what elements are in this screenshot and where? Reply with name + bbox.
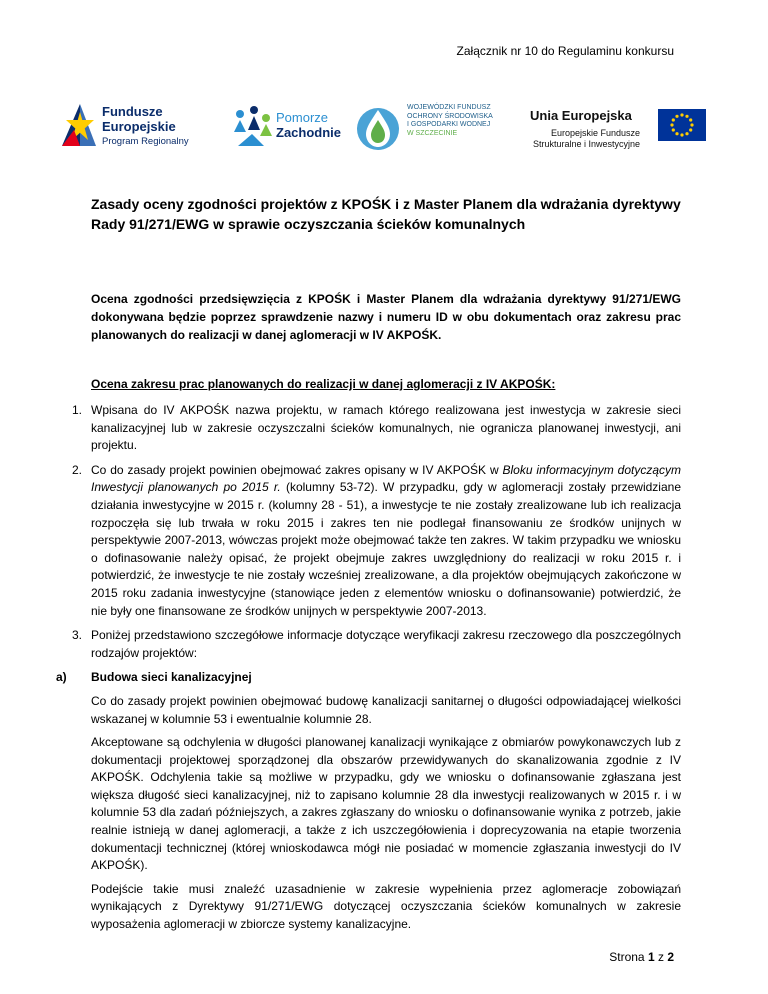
pomorze-figures-icon [230,102,274,152]
list-item: 3. Poniżej przedstawiono szczegółowe informacje dotyczące weryfikacji zakresu rzeczowego dla poszczególnych rodzajów projektów: [71,628,681,660]
unia-europejska-logo: Unia Europejska Europejskie Fundusze Strukturalne i Inwestycyjne [530,98,710,158]
logo-bar [60,98,710,158]
list-item: 2. Co do zasady projekt powinien obejmować zakres opisany w IV AKPOŚK w Bloku informacyjnym dotyczącym Inwestycji planowanych po 2015 r. (kolumny 53-72). W przypadku, gdy w aglomeracji zostały przewidziane działania inwestycyjne w 2015 r. (kolumny 28 - 51), a inwestycje te nie zostały zrealizowane lub ich realizacja rozpoczęła się lub trwała w roku 2015 i zakres ten nie podlegał finansowaniu ze środków unijnych w perspektywie 2007-2013, wówczas projekt może obejmować także ten zakres. W takim przypadku we wniosku o dofinasowanie należy opisać, że projekt obejmuje zakres uwzględniony do realizacji w roku 2015 r. i potwierdzić, że inwestycje te nie zostały wcześniej zrealizowane, a dla projektów obejmujących zakończone w 2015 roku zadania inwestycyjne (stanowiące jeden z elementów wniosku o dofinansowanie) potwierdzić, że nie były one finansowane ze środków unijnych w perspektywie 2007-2013. [71,462,681,618]
paragraph: Co do zasady projekt powinien obejmować budowę kanalizacji sanitarnej o długości odpowiadającej wielkości wskazanej w kolumnie 53 i ewentualnie kolumnie 28. [91,693,681,726]
attachment-note: Załącznik nr 10 do Regulaminu konkursu [456,44,674,58]
page-number: Strona 1 z 2 [609,950,674,964]
sub-item-heading: a) Budowa sieci kanalizacyjnej [56,670,252,685]
document-title: Zasady oceny zgodności projektów z KPOŚK i z Master Planem dla wdrażania dyrektywy Rady 91/271/EWG w sprawie oczyszczania ścieków komunalnych [91,196,681,232]
paragraph: Podejście takie musi znaleźć uzasadnienie w zakresie wypełnienia przez aglomeracje zobowiązań wynikających z Dyrektywy 91/271/EWG dotyczącej oczyszczania ścieków komunalnych w zakresie wyposażenia aglomeracji w zbiorcze systemy kanalizacyjne. [91,881,681,932]
fe-star-icon [60,100,100,152]
water-drop-icon [355,100,401,154]
eu-flag-icon [658,109,706,141]
intro-paragraph: Ocena zgodności przedsięwzięcia z KPOŚK i Master Planem dla wdrażania dyrektywy 91/271/EWG dokonywana będzie poprzez sprawdzenie nazwy i numeru ID w obu dokumentach oraz zakresu prac planowanych do realizacji w danej aglomeracji w IV AKPOŚK. [91,292,681,342]
fundusze-europejskie-logo: Fundusze Europejskie Program Regionalny [60,98,210,158]
wfosigw-logo: WOJEWÓDZKI FUNDUSZ OCHRONY ŚRODOWISKA I GOSPODARKI WODNEJ W SZCZECINIE [355,98,545,158]
list-item: 1. Wpisana do IV AKPOŚK nazwa projektu, w ramach którego realizowana jest inwestycja w zakresie sieci kanalizacyjnej lub w zakresie oczyszczalni ścieków komunalnych, nie ogranicza planowanej inwestycji, ani projektu. [71,403,681,453]
paragraph: Akceptowane są odchylenia w długości planowanej kanalizacji wynikające z obmiarów powykonawczych lub z dokumentacji projektowej sporządzonej dla obszarów przewidywanych do skanalizowania zgodnie z IV AKPOŚK. Odchylenia takie są możliwe w przypadku, gdy we wniosku o dofinansowanie zgłaszana jest większa długość sieci kanalizacyjnej, niż to zapisano kolumnie 28 dla inwestycji realizowanych w 2015 r. i w kolumnie 53 dla zadań późniejszych, a zakres zgłaszany do wniosku o dofinansowanie wynika z potrzeb, jakie realnie istnieją w danej aglomeracji, a także z ich uszczegółowienia i doprecyzowania na etapie tworzenia dokumentacji technicznej (której wnioskodawca mógł nie posiadać w momencie zgłaszania inwestycji do IV AKPOŚK). [91,735,681,873]
section-heading: Ocena zakresu prac planowanych do realizacji w danej aglomeracji z IV AKPOŚK: [91,377,556,391]
pomorze-zachodnie-logo: Pomorze Zachodnie [230,98,340,158]
criteria-list [56,402,681,940]
